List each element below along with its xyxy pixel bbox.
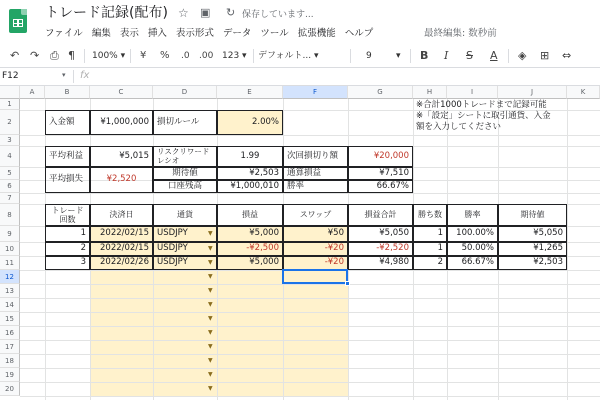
date-cell: 2022/02/26 (90, 256, 153, 270)
column-header-f[interactable]: F (283, 86, 348, 99)
name-box-dropdown-icon[interactable]: ▾ (62, 71, 66, 79)
select-all-corner[interactable] (0, 86, 20, 99)
pair-cell: USDJPY (153, 256, 217, 270)
note-settings-1: ※「設定」シートに取引通貨、入金 (416, 111, 551, 121)
document-title[interactable]: トレード記録(配布) (45, 5, 168, 21)
header-total: 損益合計 (348, 204, 413, 226)
rr-label-line1: リスクリワード (157, 146, 210, 156)
pair-dropdown-icon[interactable]: ▼ (208, 329, 213, 336)
winrate-cell: 66.67% (447, 256, 498, 270)
pair-dropdown-icon[interactable]: ▼ (208, 371, 213, 378)
toolbar-divider (508, 49, 509, 63)
title-bar (0, 0, 600, 44)
row-header-19[interactable]: 19 (0, 368, 20, 382)
total-pl-value: ¥7,510 (348, 167, 413, 180)
row-header-8[interactable]: 8 (0, 204, 20, 226)
row-header-15[interactable]: 15 (0, 312, 20, 326)
gridline (20, 298, 600, 299)
header-wins: 勝ち数 (413, 204, 447, 226)
pair-dropdown-icon[interactable]: ▼ (208, 230, 213, 237)
row-header-10[interactable]: 10 (0, 242, 20, 256)
total-pl-label: 通算損益 (283, 167, 348, 180)
menu-data[interactable]: データ (222, 28, 252, 39)
spreadsheet-grid[interactable] (0, 86, 600, 400)
next-stop-value: ¥20,000 (348, 146, 413, 167)
gridline (20, 284, 600, 285)
row-header-9[interactable]: 9 (0, 226, 20, 242)
menu-edit[interactable]: 編集 (91, 28, 111, 39)
swap-cell: -¥20 (283, 256, 348, 270)
next-stop-label: 次回損切り額 (283, 146, 348, 167)
gridline (20, 340, 600, 341)
column-header-k[interactable]: K (567, 86, 600, 99)
formula-input[interactable] (100, 71, 590, 83)
pair-dropdown-icon[interactable]: ▼ (208, 259, 213, 266)
header-winrate: 勝率 (447, 204, 498, 226)
pair-dropdown-icon[interactable]: ▼ (208, 385, 213, 392)
font-select[interactable]: デフォルト... ▾ (258, 51, 319, 61)
fill-color-icon[interactable]: ◈ (518, 49, 527, 62)
redo-icon[interactable]: ↷ (30, 49, 40, 62)
font-size-select[interactable] (366, 50, 372, 62)
winrate-cell: 50.00% (447, 242, 498, 256)
gridline (20, 368, 600, 369)
expected-label: 期待値 (153, 167, 217, 180)
stoploss-value[interactable]: 2.00% (217, 110, 283, 135)
trade-no-cell: 3 (45, 256, 90, 270)
gridline (20, 382, 600, 383)
trade-no-cell: 2 (45, 242, 90, 256)
menu-extensions[interactable]: 拡張機能 (297, 28, 336, 39)
row-header-12[interactable]: 12 (0, 270, 20, 284)
winrate-value: 66.67% (348, 180, 413, 193)
date-cell: 2022/02/15 (90, 242, 153, 256)
avg-profit-value: ¥5,015 (90, 146, 153, 167)
rr-value: 1.99 (217, 146, 283, 167)
currency-format-button[interactable]: ¥ (140, 50, 147, 61)
header-expected: 期待値 (498, 204, 567, 226)
column-header-c[interactable]: C (90, 86, 153, 99)
swap-cell: ¥50 (283, 226, 348, 242)
gridline (20, 135, 600, 136)
row-header-3[interactable]: 3 (0, 135, 20, 146)
pl-cell: ¥5,000 (217, 256, 283, 270)
formula-bar (0, 68, 600, 86)
zoom-value: 100% (92, 51, 118, 61)
wins-cell: 2 (413, 256, 447, 270)
wins-cell: 1 (413, 242, 447, 256)
column-header-h[interactable]: H (413, 86, 447, 99)
total-cell: -¥2,520 (348, 242, 413, 256)
font-value: デフォルト... (258, 51, 312, 61)
trade-no-cell: 1 (45, 226, 90, 242)
increase-decimal-button[interactable]: .00 (199, 51, 214, 61)
toolbar-divider (253, 49, 254, 63)
row-header-5[interactable]: 5 (0, 167, 20, 180)
toolbar-divider (84, 49, 85, 63)
pair-dropdown-icon[interactable]: ▼ (208, 273, 213, 280)
row-header-18[interactable]: 18 (0, 354, 20, 368)
row-header-11[interactable]: 11 (0, 256, 20, 270)
header-trade-line1: トレード (51, 205, 84, 215)
row-header-16[interactable]: 16 (0, 326, 20, 340)
merge-cells-icon[interactable]: ⇔ (562, 49, 572, 62)
print-icon[interactable]: ⎙ (50, 49, 59, 62)
row-header-17[interactable]: 17 (0, 340, 20, 354)
expected-cell: ¥2,503 (498, 256, 567, 270)
column-header-e[interactable]: E (217, 86, 283, 99)
menu-view[interactable]: 表示 (119, 28, 139, 39)
save-status: 保存しています... (242, 10, 314, 20)
row-header-4[interactable]: 4 (0, 146, 20, 167)
menu-format[interactable]: 表示形式 (175, 28, 214, 39)
undo-icon[interactable]: ↶ (10, 49, 20, 62)
strikethrough-button[interactable]: S (466, 49, 473, 62)
gridline (20, 193, 600, 194)
row-header-1[interactable]: 1 (0, 99, 20, 110)
date-cell: 2022/02/15 (90, 226, 153, 242)
header-pair: 通貨 (153, 204, 217, 226)
menu-tools[interactable]: ツール (260, 28, 289, 39)
gridline (20, 354, 600, 355)
winrate-label: 勝率 (283, 180, 348, 193)
avg-profit-label: 平均利益 (45, 146, 90, 167)
header-swap: スワップ (283, 204, 348, 226)
menu-insert[interactable]: 挿入 (147, 28, 167, 39)
more-formats-select[interactable]: 123 ▾ (222, 51, 247, 61)
borders-icon[interactable]: ⊞ (540, 49, 550, 62)
column-header-i[interactable]: I (447, 86, 498, 99)
toolbar-divider (350, 49, 351, 63)
column-header-d[interactable]: D (153, 86, 217, 99)
expected-value: ¥2,503 (217, 167, 283, 180)
menu-file[interactable]: ファイル (45, 28, 83, 39)
selected-cell-f12[interactable] (282, 269, 348, 284)
note-trade-limit: ※合計1000トレードまで記録可能 (416, 100, 547, 110)
deposit-label: 入金額 (45, 110, 90, 135)
pair-dropdown-icon[interactable]: ▼ (208, 357, 213, 364)
cloud-sync-icon: ↻ (226, 6, 236, 19)
gridline (20, 312, 600, 313)
column-header-b[interactable]: B (45, 86, 90, 99)
pair-dropdown-icon[interactable]: ▼ (208, 315, 213, 322)
pair-cell: USDJPY (153, 242, 217, 256)
star-icon[interactable]: ☆ (178, 6, 189, 20)
pair-dropdown-icon[interactable]: ▼ (208, 287, 213, 294)
total-cell: ¥5,050 (348, 226, 413, 242)
header-trade-line2: 回数 (59, 215, 76, 224)
pair-dropdown-icon[interactable]: ▼ (208, 245, 213, 252)
toolbar-divider (410, 49, 411, 63)
menu-bar (45, 25, 382, 39)
move-folder-icon[interactable]: ▣ (200, 6, 211, 19)
font-size-value: 9 (366, 51, 372, 61)
more-formats-label: 123 (222, 51, 240, 61)
rr-label (153, 146, 217, 167)
paint-format-icon[interactable]: ¶ (68, 49, 75, 62)
total-cell: ¥4,980 (348, 256, 413, 270)
row-header-20[interactable]: 20 (0, 382, 20, 396)
column-header-g[interactable]: G (348, 86, 413, 99)
bold-button[interactable]: B (420, 49, 429, 62)
balance-label: 口座残高 (153, 180, 217, 193)
header-date: 決済日 (90, 204, 153, 226)
pl-cell: -¥2,500 (217, 242, 283, 256)
stoploss-label: 損切ルール (153, 110, 217, 135)
zoom-select[interactable]: 100% ▾ (92, 51, 126, 61)
menu-help[interactable]: ヘルプ (344, 28, 374, 39)
column-header-a[interactable]: A (20, 86, 45, 99)
deposit-value: ¥1,000,000 (90, 110, 153, 135)
name-box[interactable]: F12 (2, 71, 19, 81)
pair-dropdown-icon[interactable]: ▼ (208, 343, 213, 350)
gridline (20, 326, 600, 327)
expected-cell: ¥5,050 (498, 226, 567, 242)
column-header-j[interactable]: J (498, 86, 567, 99)
row-header-2[interactable]: 2 (0, 110, 20, 135)
winrate-cell: 100.00% (447, 226, 498, 242)
decrease-decimal-button[interactable]: .0 (181, 51, 190, 61)
swap-cell: -¥20 (283, 242, 348, 256)
formula-divider (73, 70, 74, 83)
font-size-arrow-icon[interactable]: ▾ (396, 51, 401, 61)
header-pl: 損益 (217, 204, 283, 226)
header-trade-count (45, 204, 90, 226)
expected-cell: ¥1,265 (498, 242, 567, 256)
pair-cell: USDJPY (153, 226, 217, 242)
avg-loss-label: 平均損失 (45, 167, 90, 193)
selection-fill-handle[interactable] (345, 281, 350, 286)
rr-label-line2: レシオ (157, 155, 180, 165)
gridline (20, 396, 600, 397)
row-header-6[interactable]: 6 (0, 180, 20, 193)
pair-dropdown-icon[interactable]: ▼ (208, 301, 213, 308)
note-settings-2: 額を入力してください (416, 122, 502, 132)
avg-loss-value: ¥2,520 (90, 167, 153, 193)
italic-button[interactable]: I (444, 49, 449, 62)
balance-value: ¥1,000,010 (217, 180, 283, 193)
last-edit-link[interactable]: 最終編集: 数秒前 (424, 28, 497, 39)
sheets-logo-icon[interactable] (9, 9, 27, 33)
wins-cell: 1 (413, 226, 447, 242)
pl-cell: ¥5,000 (217, 226, 283, 242)
row-header-13[interactable]: 13 (0, 284, 20, 298)
toolbar-divider (130, 49, 131, 63)
text-color-button[interactable]: A (490, 49, 498, 62)
toolbar (0, 44, 600, 68)
percent-format-button[interactable]: % (160, 50, 170, 61)
fx-icon: fx (80, 70, 90, 81)
row-header-14[interactable]: 14 (0, 298, 20, 312)
row-header-7[interactable]: 7 (0, 193, 20, 204)
